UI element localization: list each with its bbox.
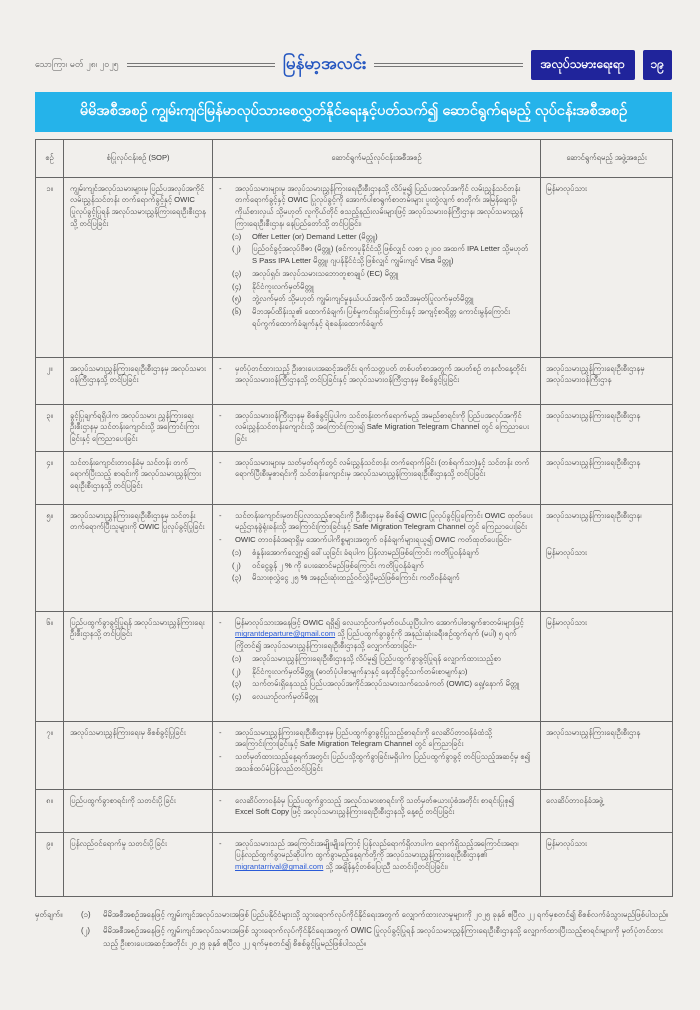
row-number: ၃။ — [36, 404, 64, 451]
row-number: ၄။ — [36, 451, 64, 504]
work-details: - အလုပ်သမားများမှ အလုပ်သမားညွှန်ကြားရေးဦးစီးဌာနသို့ လိပ်မူ၍ ပြည်ပအလုပ်အကိုင် လမ်းညွှန်သင်တန်း တက်ရောက်ခွင့်နှင့် OWIC ပြုလုပ်ခွင့်ကို အောက်ပါစာရွက်စာတမ်းများ ပူးတွဲလျက် စာတိုက်၊ အမြန်ချောပို့၊ ကိုယ်စားလှယ် သို့မဟုတ် လူကိုယ်တိုင် စသည့်နည်းလမ်းများဖြင့် အလုပ်သမားဝန်ကြီးဌာန၊ အလုပ်သမားညွှန်ကြားရေးဦးစီးဌာန၊ နေပြည်တော်သို့ တင်ပြခြင်း၊ (၁) Offer Letter (or) Demand Letter (မိတ္တူ) (၂) ပြည်ဝင်ခွင့်အလုပ်ဗီဇာ (မိတ္တူ) (စင်ကာပူနိုင်ငံသို့ဖြစ်လျှင် လစာ ၃၂၀၀ အထက် IPA Letter သို့မဟုတ် S Pass IPA Letter မိတ္တူ၊ ဂျပန်နိုင်ငံသို့ဖြစ်လျှင် ကျွမ်းကျင် Visa မိတ္တူ) (၃) အလုပ်ရှင်၊ အလုပ်သမားသဘောတူစာချုပ် (EC) မိတ္တူ (၄) နိုင်ငံကူးလက်မှတ်မိတ္တူ (၅) ဘွဲ့လက်မှတ် သို့မဟုတ် ကျွမ်းကျင်မှုနယ်ပယ်အလိုက် အသိအမှတ်ပြုလက်မှတ်မိတ္တူ (၆) မိဘအုပ်ထိန်းသူ၏ ထောက်ခံချက်၊ ပြစ်မှုကင်းရှင်းကြောင်းနှင့် အကျင့်စာရိတ္တ ကောင်းမွန်ကြောင်း ရပ်ကွက်ထောက်ခံချက်နှင့် ရဲစခန်းထောက်ခံချက် — [213, 177, 541, 357]
responsible-org: အလုပ်သမားညွှန်ကြားရေးဦးစီးဌာန — [541, 451, 673, 504]
row-number: ၅။ — [36, 504, 64, 611]
sop-procedure: သင်တန်းကျောင်းတာဝန်ခံမှ သင်တန်း တက်ရောက်ပြီးသည့် စာရင်းကို အလုပ်သမားညွှန်ကြားရေးဦးစီးဌာနသို့ တင်ပြခြင်း — [64, 451, 213, 504]
section-badge: အလုပ်သမားရေးရာ — [531, 50, 635, 80]
work-details: - အလုပ်သမားများမှ သတ်မှတ်ရက်တွင် လမ်းညွှန်သင်တန်း တက်ရောက်ခြင်း (တစ်ရက်သာ)နှင့် သင်တန်း တက်ရောက်ပြီးစီးမှုစာရင်းကို သင်တန်းကျောင်းမှ အလုပ်သမားညွှန်ကြားရေးဦးစီးဌာနသို့ တင်ပြခြင်း — [213, 451, 541, 504]
sop-procedure: အလုပ်သမားညွှန်ကြားရေးမှ စိစစ်ခွင့်ပြုခြင်း — [64, 721, 213, 789]
header-rule-right — [374, 63, 522, 67]
table-row — [36, 832, 673, 896]
table-row — [36, 451, 673, 504]
work-details: - မှတ်ပုံတင်ထားသည့် ဦးစားပေးအဆင့်အတိုင်း ရက်သတ္တပတ် တစ်ပတ်စာအတွက် အပတ်စဉ် တနင်္လာနေ့တိုင်း အလုပ်သမားဝန်ကြီးဌာနသို့ တင်ပြခြင်းနှင့် အလုပ်သမားဝန်ကြီးဌာနမှ စိစစ်ခွင့်ပြုခြင်း — [213, 357, 541, 404]
responsible-org: အလုပ်သမားညွှန်ကြားရေးဦးစီးဌာန — [541, 404, 673, 451]
issue-date: သောကြာ၊ မတ် ၂၈၊ ၂၀၂၅ — [35, 58, 119, 69]
work-details: - အလုပ်သမားညွှန်ကြားရေးဦးစီးဌာနမှ ပြည်ပထွက်ခွာခွင့်ပြုသည့်စာရင်းကို လေဆိပ်တာဝန်ခံထံသို့ အကြောင်းကြားခြင်းနှင့် Safe Migration Telegram Channel တွင် ကြေညာခြင်း - သတ်မှတ်ထားသည့်နေ့ရက်အတွင်း ပြည်ပသို့ထွက်ခွာခြင်းမရှိပါက ပြည်ပထွက်ခွာခွင့် တင်ပြသည့်အဆင့်မှ စ၍ အသစ်ထပ်မံပြန်လည်တင်ပြခြင်း — [213, 721, 541, 789]
header-rule-left — [127, 63, 275, 67]
row-number: ၂။ — [36, 357, 64, 404]
table-header-row — [36, 139, 673, 177]
table-row — [36, 721, 673, 789]
responsible-org: မြန်မာလုပ်သား — [541, 611, 673, 721]
responsible-org: အလုပ်သမားညွှန်ကြားရေးဦးစီးဌာန၊ မြန်မာလုပ်သား — [541, 504, 673, 611]
row-number: ၆။ — [36, 611, 64, 721]
sop-procedure: အလုပ်သမားညွှန်ကြားရေးဦးစီးဌာနမှ အလုပ်သမားဝန်ကြီးဌာနသို့ တင်ပြခြင်း — [64, 357, 213, 404]
work-details: - အလုပ်သမားသည် အကြောင်းအမျိုးမျိုးကြောင့် ပြန်လည်ရောက်ရှိလာပါက ရောက်ရှိသည့်အကြောင်းအရာ၊ ပြန်လည်ထွက်ခွာမည်ဆိုပါက ထွက်ခွာမည့်နေ့ရက်တို့ကို အလုပ်သမားညွှန်ကြားရေးဦးစီးဌာန၏ migrantarrival@gmail.com သို့ အချိန်နှင့်တစ်ပြေးညီ သတင်းပို့တင်ပြခြင်း၊ — [213, 832, 541, 896]
footnote-item: မှတ်ချက်။ (၁) မိမိအစီအစဉ်အနေဖြင့် ကျွမ်းကျင်အလုပ်သမားအဖြစ် ပြည်ပနိုင်ငံများသို့ သွားရောက်လုပ်ကိုင်နိုင်ရေးအတွက် လျှောက်ထားလာမှုများကို ၂၀၂၅ ခုနှစ် ဧပြီလ ၂၂ ရက်မှစတင်၍ စိစစ်လက်ခံသွားမည်ဖြစ်ပါသည်။ — [35, 909, 672, 921]
table-row — [36, 789, 673, 832]
responsible-org: အလုပ်သမားညွှန်ကြားရေးဦးစီးဌာနမှ အလုပ်သမားဝန်ကြီးဌာန — [541, 357, 673, 404]
departure-email-link[interactable]: migrantdeparture@gmail.com — [235, 629, 336, 639]
table-row — [36, 504, 673, 611]
page-number-badge: ၁၉ — [643, 50, 673, 80]
sop-procedure: ပြည်ပထွက်ခွာစာရင်းကို သတင်းပို့ခြင်း — [64, 789, 213, 832]
page-header — [35, 48, 672, 82]
responsible-org: မြန်မာလုပ်သား — [541, 832, 673, 896]
row-number: ၈။ — [36, 789, 64, 832]
col-header-org: ဆောင်ရွက်ရမည့် အဖွဲ့အစည်း — [541, 139, 673, 177]
sop-procedure: အလုပ်သမားညွှန်ကြားရေးဦးစီးဌာနမှ သင်တန်းတက်ရောက်ပြီးသူများကို OWIC ပြုလုပ်ခွင့်ပြုခြင်း — [64, 504, 213, 611]
col-header-details: ဆောင်ရွက်မည့်လုပ်ငန်းအစီအစဉ် — [213, 139, 541, 177]
sop-procedure: ပြန်လည်ဝင်ရောက်မှု သတင်းပို့ခြင်း — [64, 832, 213, 896]
row-number: ၉။ — [36, 832, 64, 896]
article-headline: မိမိအစီအစဉ် ကျွမ်းကျင်မြန်မာလုပ်သားစေလွှတ်နိုင်ရေးနှင့်ပတ်သက်၍ ဆောင်ရွက်ရမည့် လုပ်ငန်းအစီအစဉ် — [35, 92, 672, 132]
work-details: - မြန်မာလုပ်သားအနေဖြင့် OWIC ရရှိ၍ လေယာဉ်လက်မှတ်ဝယ်ယူပြီးပါက အောက်ပါစာရွက်စာတမ်းများဖြင့် migrantdeparture@gmail.com သို့ ပြည်ပထွက်ခွာခွင့်ကို အနည်းဆုံးခရီးစဉ်ထွက်ရက် (မပါ) ၅ ရက် ကြိုတင်၍ အလုပ်သမားညွှန်ကြားရေးဦးစီးဌာနသို့ လျှောက်ထားခြင်း- (၁) အလုပ်သမားညွှန်ကြားရေးဦးစီးဌာနသို့ လိပ်မူ၍ ပြည်ပထွက်ခွာခွင့်ပြုရန် လျှောက်ထားသည့်စာ (၂) နိုင်ငံကူးလက်မှတ်မိတ္တူ (ဓာတ်ပုံပါစာမျက်နှာနှင့် နေထိုင်ခွင့်သက်တမ်းစာမျက်နှာ) (၃) သက်တမ်းရှိနေသည့် ပြည်ပအလုပ်အကိုင်အလုပ်သမားသက်သေခံကတ် (OWIC) ရှေ့/နောက် မိတ္တူ (၄) လေယာဉ်လက်မှတ်မိတ္တူ — [213, 611, 541, 721]
row-number: ၁။ — [36, 177, 64, 357]
sop-procedure: ပြည်ပထွက်ခွာခွင့်ပြုရန် အလုပ်သမားညွှန်ကြားရေးဦးစီးဌာနသို့ တင်ပြခြင်း — [64, 611, 213, 721]
sop-procedure: ခွင့်ပြုချက်ရရှိပါက အလုပ်သမား ညွှန်ကြားရေးဦးစီးဌာနမှ သင်တန်းကျောင်းသို့ အကြောင်းကြားခြင်းနှင့် ကြေညာပေးခြင်း — [64, 404, 213, 451]
table-row — [36, 404, 673, 451]
responsible-org: မြန်မာလုပ်သား — [541, 177, 673, 357]
footnotes — [35, 909, 672, 950]
table-row — [36, 357, 673, 404]
row-number: ၇။ — [36, 721, 64, 789]
sop-table — [35, 139, 673, 897]
responsible-org: အလုပ်သမားညွှန်ကြားရေးဦးစီးဌာန — [541, 721, 673, 789]
sop-procedure: ကျွမ်းကျင်အလုပ်သမားများမှ ပြည်ပအလုပ်အကိုင် လမ်းညွှန်သင်တန်း တက်ရောက်ခွင့်နှင့် OWIC ပြုလုပ်ခွင့်ပြုရန် အလုပ်သမားညွှန်ကြားရေးဦးစီးဌာနသို့ တင်ပြခြင်း — [64, 177, 213, 357]
work-details: - အလုပ်သမားဝန်ကြီးဌာနမှ စိစစ်ခွင့်ပြုပါက သင်တန်းတက်ရောက်မည့် အမည်စာရင်းကို ပြည်ပအလုပ်အကိုင် လမ်းညွှန်သင်တန်းကျောင်းသို့ အကြောင်းကြား၍ Safe Migration Telegram Channel တွင် ကြေညာပေးခြင်း — [213, 404, 541, 451]
footnote-label: မှတ်ချက်။ — [35, 909, 63, 919]
table-row — [36, 611, 673, 721]
responsible-org: လေဆိပ်တာဝန်ခံအဖွဲ့ — [541, 789, 673, 832]
work-details: - သင်တန်းကျောင်းမှတင်ပြလာသည့်စာရင်းကို ဦးစီးဌာနမှ စိစစ်၍ OWIC ပြုလုပ်ခွင့်ပြုကြောင်း OWIC ထုတ်ပေးမည့်ဌာနခွဲရုံးခန်းသို့ အကြောင်းကြားခြင်းနှင့် Safe Migration Telegram Channel တွင် ကြေညာပေးခြင်း - OWIC တာဝန်ခံအရာရှိမှ အောက်ပါကိစ္စများအတွက် ဝန်ခံချက်များရယူ၍ OWIC ကတ်ထုတ်ပေးခြင်း- (၁) စံနှုန်းအောက်လျှော့၍ ခေါ်ယူခြင်း ခံရပါက ပြန်လာမည်ဖြစ်ကြောင်း ကတိပြုဝန်ခံချက် (၂) ဝင်ငွေခွန် ၂ % ကို ပေးဆောင်မည်ဖြစ်ကြောင်း ကတိပြုဝန်ခံချက် (၃) မိသားစုလွှဲငွေ ၂၅ % အနည်းဆုံးထည့်ဝင်လွှဲပို့မည်ဖြစ်ကြောင်း ကတိဝန်ခံချက် — [213, 504, 541, 611]
work-details: - လေဆိပ်တာဝန်ခံမှ ပြည်ပထွက်ခွာသည့် အလုပ်သမားစာရင်းကို သတ်မှတ်ဇယားပုံစံအတိုင်း စာရင်းပြုစု၍ Excel Soft Copy ဖြင့် အလုပ်သမားညွှန်ကြားရေးဦးစီးဌာနသို့ နေ့စဉ် တင်ပြခြင်း — [213, 789, 541, 832]
table-row — [36, 177, 673, 357]
col-header-no: စဉ် — [36, 139, 64, 177]
masthead-title: မြန်မာ့အလင်း — [283, 53, 367, 73]
arrival-email-link[interactable]: migrantarrival@gmail.com — [235, 862, 324, 872]
col-header-sop: စံပြုလုပ်ငန်းစဉ် (SOP) — [64, 139, 213, 177]
footnote-item: (၂) မိမိအစီအစဉ်အနေဖြင့် ကျွမ်းကျင်အလုပ်သမားအဖြစ် သွားရောက်လုပ်ကိုင်နိုင်ရေးအတွက် OWIC ပြုလုပ်ခွင့်ပြုရန် အလုပ်သမားညွှန်ကြားရေးဦးစီးဌာနသို့ လျှောက်ထားပြီးသည့်စာရင်းများကို မှတ်ပုံတင်ထားသည့် ဦးစားပေးအဆင့်အတိုင်း ၂၀၂၅ ခုနှစ် ဧပြီလ ၂၂ ရက်မှစတင်၍ စိစစ်ခွင့်ပြုမည်ဖြစ်ပါသည်။ — [81, 926, 663, 948]
